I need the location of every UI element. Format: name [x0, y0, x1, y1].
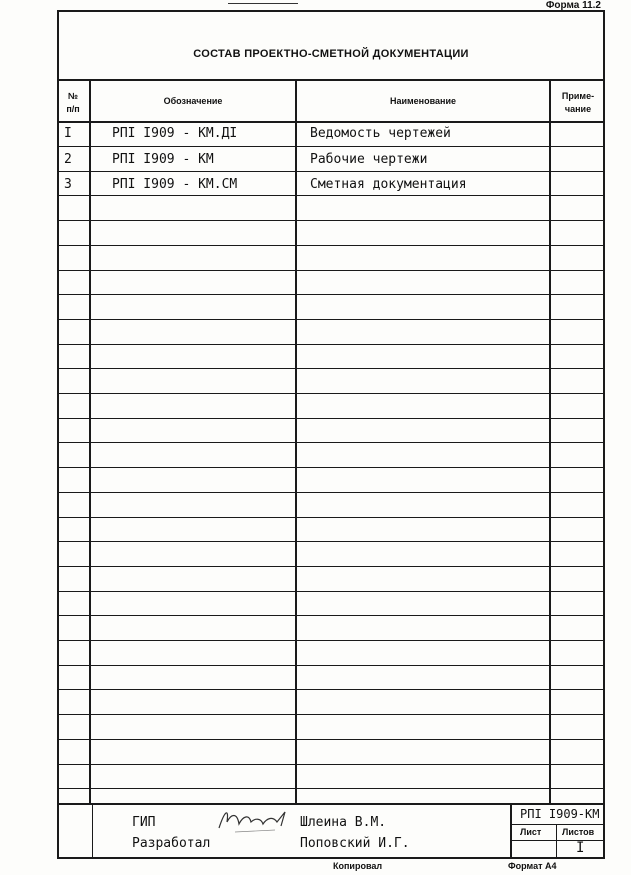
row-rule	[57, 665, 605, 666]
role-gip: ГИП	[132, 815, 156, 830]
row-rule	[57, 615, 605, 616]
row-rule	[57, 344, 605, 345]
stamp-sheet-label: Лист	[520, 827, 542, 837]
row-rule	[57, 541, 605, 542]
row-rule	[57, 764, 605, 765]
stamp-line-2	[510, 840, 605, 841]
form-number: Форма 11.2	[545, 0, 601, 11]
header-bottom-border	[57, 121, 605, 123]
role-developer: Разработал	[132, 836, 211, 851]
row-1-designation: РПI I909 - КМ.ДI	[112, 126, 238, 141]
copied-label: Копировал	[333, 861, 383, 871]
title-block-divider-left	[92, 803, 93, 859]
row-rule	[57, 368, 605, 369]
row-rule	[57, 393, 605, 394]
document-title: СОСТАВ ПРОЕКТНО-СМЕТНОЙ ДОКУМЕНТАЦИИ	[193, 48, 469, 60]
row-3-designation: РПI I909 - КМ.СМ	[112, 177, 238, 192]
person-developer: Поповский И.Г.	[300, 836, 410, 851]
row-2-num: 2	[64, 152, 72, 167]
stamp-code: РПI I909-КМ	[520, 807, 600, 821]
row-rule	[57, 418, 605, 419]
col-header-designation: Обозначение	[163, 96, 223, 106]
row-rule	[57, 467, 605, 468]
format-label: Формат А4	[508, 861, 557, 871]
col-header-name: Наименование	[389, 96, 457, 106]
stamp-divider-sheets	[556, 824, 557, 859]
title-block-top-border	[57, 803, 605, 805]
stamp-sheets-label: Листов	[562, 827, 595, 837]
stamp-sheets-value: I	[576, 840, 585, 856]
row-rule	[57, 171, 605, 172]
row-rule	[57, 788, 605, 789]
row-rule	[57, 689, 605, 690]
row-rule	[57, 566, 605, 567]
row-rule	[57, 492, 605, 493]
top-line	[228, 3, 298, 4]
handwritten-signature	[215, 804, 297, 834]
row-rule	[57, 319, 605, 320]
row-rule	[57, 442, 605, 443]
row-1-name: Ведомость чертежей	[310, 126, 451, 141]
row-rule	[57, 517, 605, 518]
row-rule	[57, 146, 605, 147]
row-rule	[57, 195, 605, 196]
row-rule	[57, 245, 605, 246]
stamp-divider	[510, 803, 512, 859]
row-3-name: Сметная документация	[310, 177, 467, 192]
row-2-designation: РПI I909 - КМ	[112, 152, 214, 167]
table-top-border	[57, 79, 605, 81]
row-rule	[57, 270, 605, 271]
person-gip: Шлеина В.М.	[300, 815, 387, 830]
row-rule	[57, 739, 605, 740]
row-rule	[57, 640, 605, 641]
row-3-num: 3	[64, 177, 72, 192]
row-2-name: Рабочие чертежи	[310, 152, 428, 167]
row-rule	[57, 294, 605, 295]
row-rule	[57, 714, 605, 715]
stamp-line-1	[510, 824, 605, 825]
col-header-num: № п/п	[66, 91, 80, 114]
row-rule	[57, 591, 605, 592]
row-1-num: I	[64, 126, 72, 141]
row-rule	[57, 220, 605, 221]
col-header-note: Приме- чание	[561, 91, 595, 114]
